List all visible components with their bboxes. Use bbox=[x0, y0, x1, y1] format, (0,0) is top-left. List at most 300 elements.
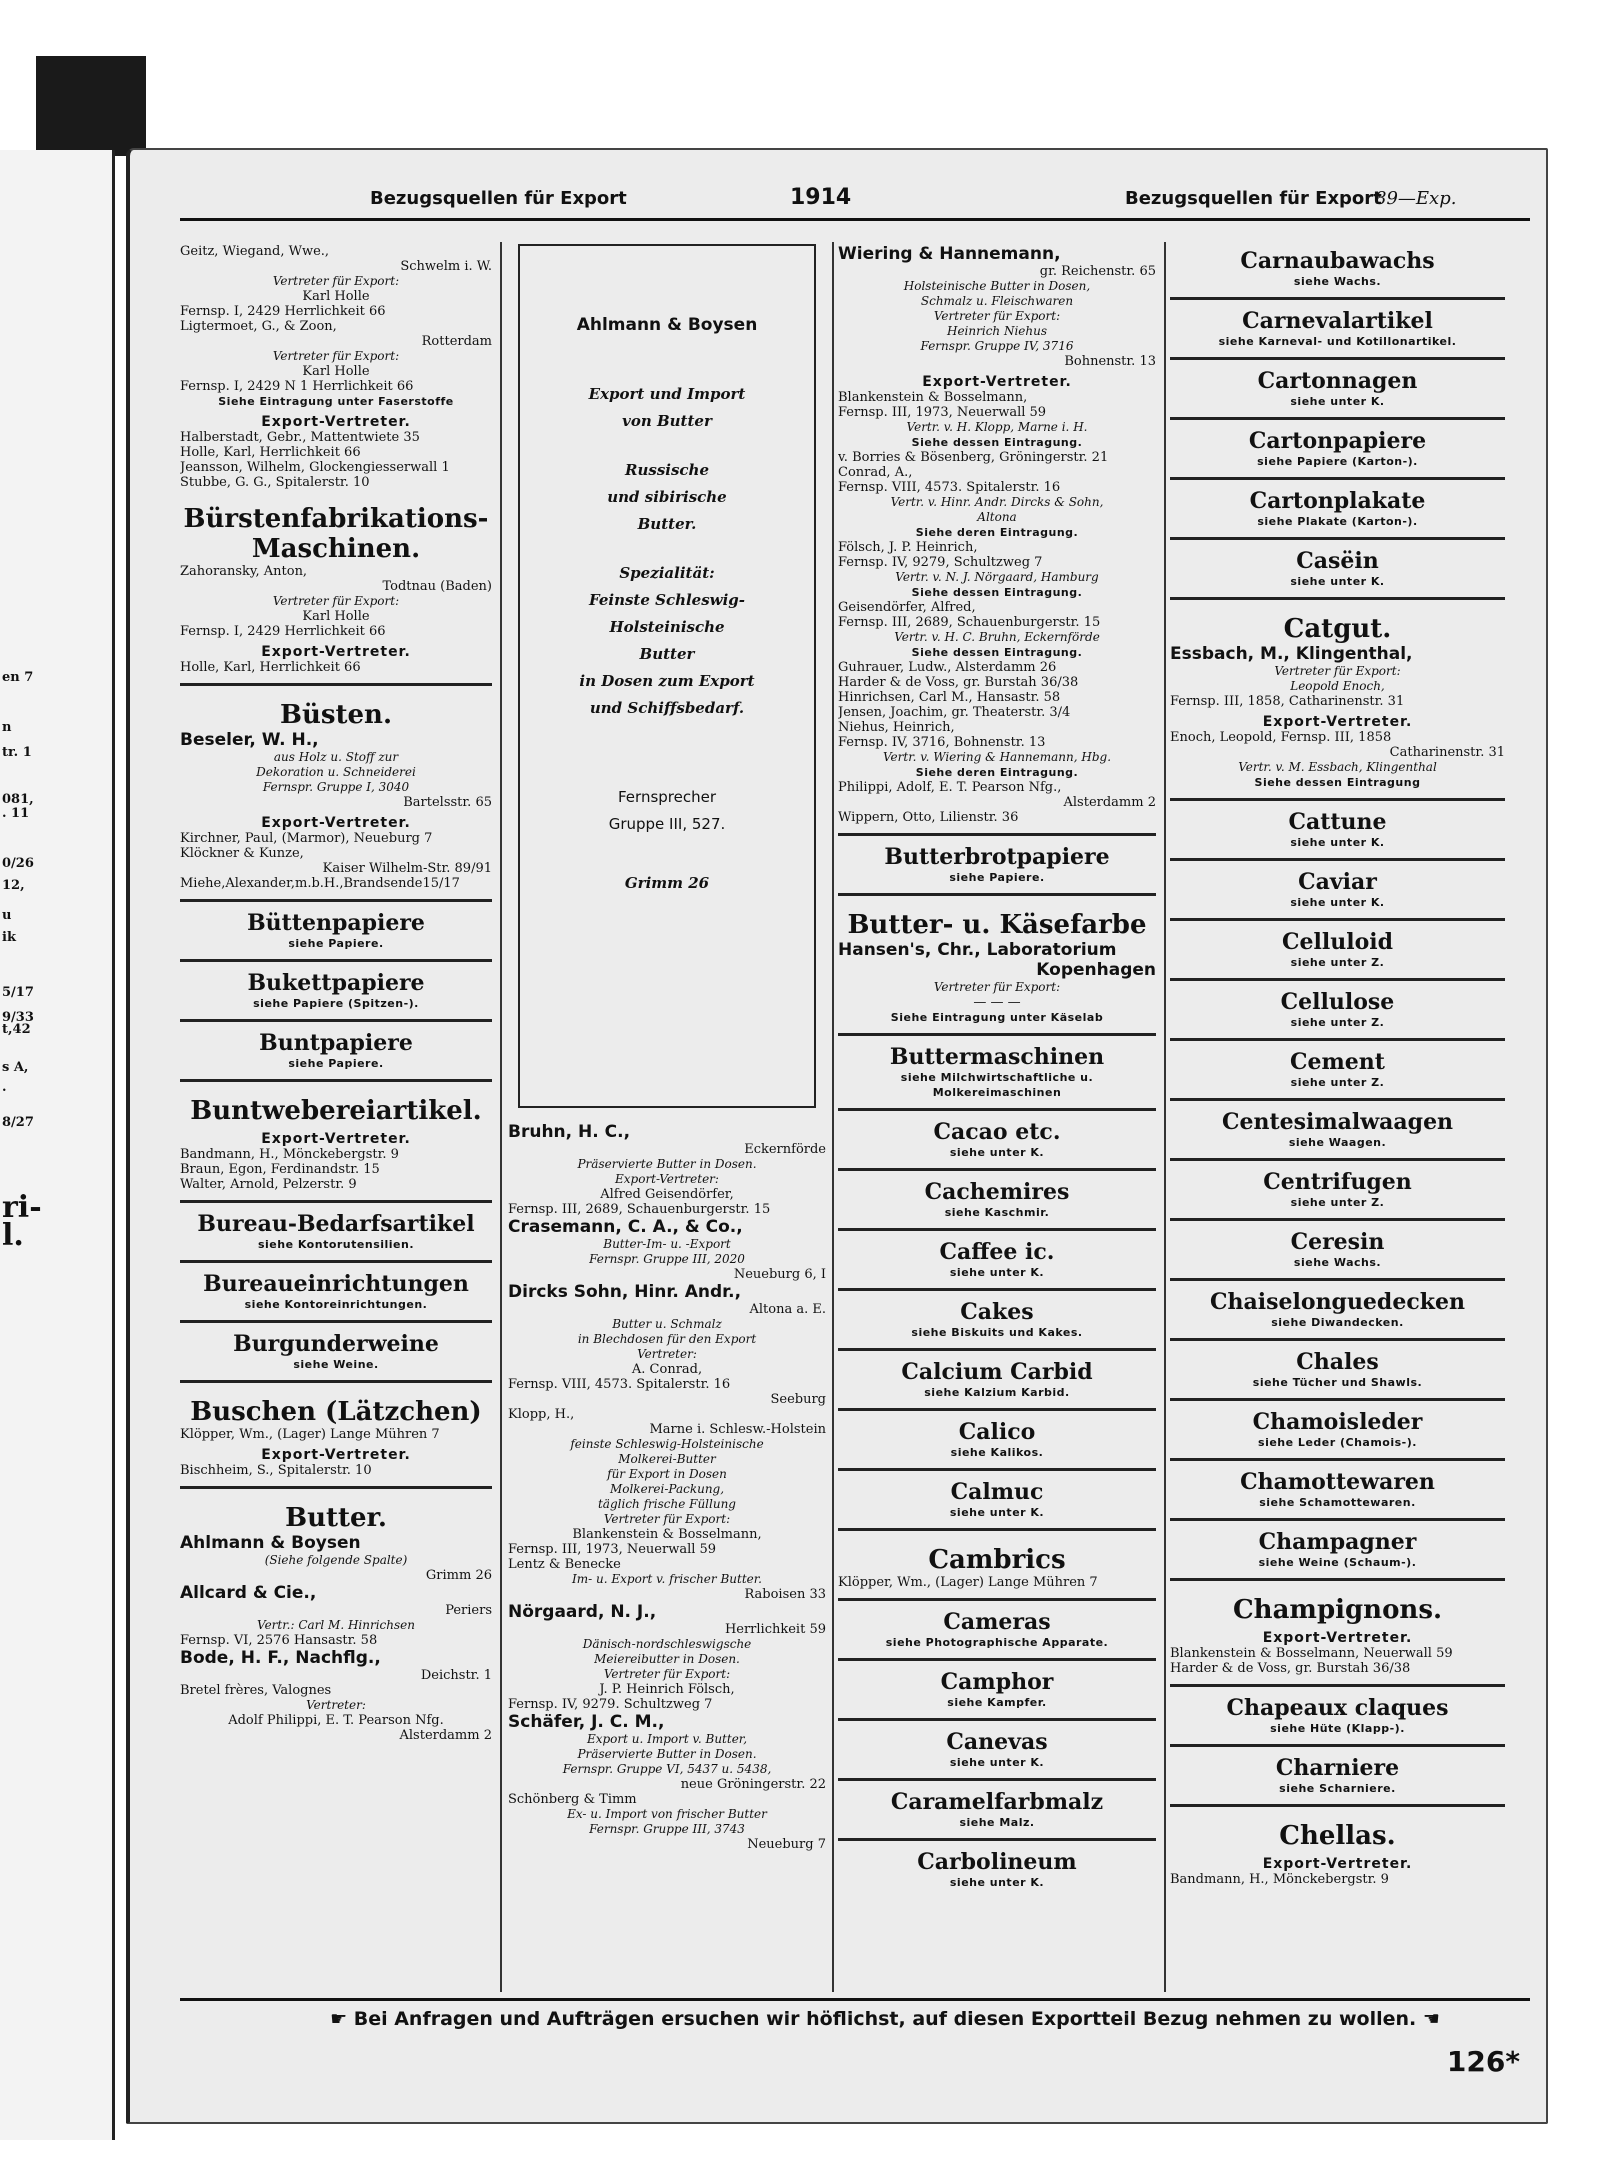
page-header bbox=[370, 185, 1548, 212]
entry-note: Export-Vertreter: bbox=[615, 1172, 719, 1186]
entry-line: Bandmann, H., Mönckebergstr. 9 bbox=[180, 1147, 399, 1162]
entry-line: Fernsp. I, 2429 Herrlichkeit 66 bbox=[180, 624, 386, 639]
advertisement-text: Butter bbox=[639, 645, 695, 663]
section-rule bbox=[1170, 1398, 1505, 1401]
footer-notice: ☛ Bei Anfragen und Aufträgen ersuchen wir höflichst, auf diesen Exportteil Bezug nehmen zu wollen. ☚ bbox=[330, 2008, 1440, 2030]
left-page-text: s A, bbox=[2, 1060, 29, 1075]
header-page: 89—Exp. bbox=[1375, 188, 1457, 209]
entry-line: Alfred Geisendörfer, bbox=[600, 1187, 734, 1202]
section-rule bbox=[838, 1288, 1156, 1291]
left-page-text: 12, bbox=[2, 878, 25, 893]
category-heading: Büsten. bbox=[279, 700, 393, 730]
entry-line: Fernsp. IV, 9279. Schultzweg 7 bbox=[508, 1697, 713, 1712]
category-heading: Buschen (Lätzchen) bbox=[190, 1397, 482, 1427]
cross-reference: siehe Schamottewaren. bbox=[1259, 1496, 1416, 1509]
entry-line: Klöpper, Wm., (Lager) Lange Mühren 7 bbox=[838, 1575, 1098, 1590]
category-heading: Cartonplakate bbox=[1249, 488, 1426, 514]
category-heading: Cattune bbox=[1288, 809, 1387, 835]
section-rule bbox=[1170, 1338, 1505, 1341]
entry-note: Vertr.: Carl M. Hinrichsen bbox=[257, 1618, 415, 1632]
entry-line: Fölsch, J. P. Heinrich, bbox=[838, 540, 978, 555]
column-divider bbox=[1164, 242, 1166, 1992]
cross-reference: siehe Kalikos. bbox=[950, 1446, 1044, 1459]
subsection-heading: Export-Vertreter. bbox=[261, 1132, 411, 1147]
firm-name: Allcard & Cie., bbox=[180, 1583, 317, 1603]
advertisement-text: Holsteinische bbox=[609, 618, 725, 636]
cross-reference: siehe unter K. bbox=[949, 1756, 1045, 1769]
left-page-text: 5/17 bbox=[2, 985, 34, 1000]
section-rule bbox=[180, 1380, 492, 1383]
category-heading: Centesimalwaagen bbox=[1221, 1109, 1454, 1135]
entry-address: Neueburg 7 bbox=[747, 1837, 826, 1852]
column-2 bbox=[508, 244, 826, 1852]
cross-reference: siehe unter K. bbox=[949, 1266, 1045, 1279]
left-page-text: 081, bbox=[2, 792, 34, 807]
entry-note: Fernspr. Gruppe VI, 5437 u. 5438, bbox=[562, 1762, 772, 1776]
section-rule bbox=[1170, 1578, 1505, 1581]
entry-line: Karl Holle bbox=[302, 609, 370, 624]
left-page-text: 8/27 bbox=[2, 1115, 34, 1130]
cross-reference: siehe unter Z. bbox=[1290, 1016, 1385, 1029]
cross-reference: siehe unter Z. bbox=[1290, 1196, 1385, 1209]
scan-black-edge bbox=[36, 56, 146, 156]
entry-line: — — — bbox=[973, 995, 1021, 1010]
category-heading: Chales bbox=[1296, 1349, 1379, 1375]
entry-line: Halberstadt, Gebr., Mattentwiete 35 bbox=[180, 430, 420, 445]
entry-line: Fernsp. III, 2689, Schauenburgerstr. 15 bbox=[838, 615, 1101, 630]
entry-line: Stubbe, G. G., Spitalerstr. 10 bbox=[180, 475, 370, 490]
left-page-text: 9/33 bbox=[2, 1010, 34, 1025]
section-rule bbox=[838, 1718, 1156, 1721]
entry-note: Vertr. v. M. Essbach, Klingenthal bbox=[1238, 760, 1437, 774]
entry-note: Fernspr. Gruppe IV, 3716 bbox=[920, 339, 1074, 353]
entry-line: Bischheim, S., Spitalerstr. 10 bbox=[180, 1463, 372, 1478]
subsection-heading: Export-Vertreter. bbox=[261, 415, 411, 430]
entry-line: Klopp, H., bbox=[508, 1407, 575, 1422]
cross-reference: siehe Papiere. bbox=[288, 937, 384, 950]
entry-address: Bohnenstr. 13 bbox=[1064, 354, 1156, 369]
section-rule bbox=[1170, 597, 1505, 600]
advertisement-text: Fernsprecher bbox=[618, 788, 716, 806]
cross-reference: Siehe Eintragung unter Faserstoffe bbox=[218, 395, 454, 408]
category-heading: Bureaueinrichtungen bbox=[203, 1271, 469, 1297]
left-page-text: ik bbox=[2, 930, 16, 945]
entry-note: Vertr. v. Wiering & Hannemann, Hbg. bbox=[882, 750, 1112, 764]
section-rule bbox=[838, 1778, 1156, 1781]
subsection-heading: Export-Vertreter. bbox=[1262, 1631, 1413, 1646]
entry-line: Zahoransky, Anton, bbox=[180, 564, 308, 579]
entry-note: Vertr. v. N. J. Nörgaard, Hamburg bbox=[895, 570, 1099, 584]
entry-note: Altona bbox=[977, 510, 1017, 524]
advertisement-box bbox=[518, 244, 816, 1108]
entry-line: Ligtermoet, G., & Zoon, bbox=[180, 319, 337, 334]
category-heading: Calico bbox=[958, 1419, 1036, 1445]
left-page-text: . bbox=[2, 1080, 7, 1095]
entry-line: Walter, Arnold, Pelzerstr. 9 bbox=[180, 1177, 357, 1192]
section-rule bbox=[1170, 537, 1505, 540]
entry-note: Dänisch-nordschleswigsche bbox=[582, 1637, 752, 1651]
cross-reference: siehe unter K. bbox=[1290, 836, 1385, 849]
section-rule bbox=[838, 1598, 1156, 1601]
category-heading: Champignons. bbox=[1232, 1595, 1443, 1625]
section-rule bbox=[1170, 798, 1505, 801]
cross-reference: siehe unter K. bbox=[949, 1876, 1045, 1889]
advertisement-text: und Schiffsbedarf. bbox=[589, 699, 745, 717]
left-page-text: t,42 bbox=[2, 1022, 31, 1037]
category-heading: Caviar bbox=[1298, 869, 1377, 895]
cross-reference: siehe unter Z. bbox=[1290, 956, 1385, 969]
cross-reference: siehe unter K. bbox=[1290, 896, 1385, 909]
entry-line: Jeansson, Wilhelm, Glockengiesserwall 1 bbox=[180, 460, 450, 475]
entry-line: v. Borries & Bösenberg, Gröningerstr. 21 bbox=[838, 450, 1109, 465]
advertisement-text: Export und Import bbox=[588, 385, 746, 403]
entry-note: Ex- u. Import von frischer Butter bbox=[567, 1807, 767, 1821]
subsection-heading: Export-Vertreter. bbox=[261, 645, 411, 660]
cross-reference: siehe Biskuits und Kakes. bbox=[911, 1326, 1083, 1339]
section-rule bbox=[838, 1528, 1156, 1531]
cross-reference: siehe Papiere (Karton-). bbox=[1257, 455, 1418, 468]
section-rule bbox=[1170, 1038, 1505, 1041]
entry-note: aus Holz u. Stoff zur bbox=[273, 750, 399, 764]
category-heading: Bureau-Bedarfsartikel bbox=[197, 1211, 475, 1237]
section-rule bbox=[180, 1079, 492, 1082]
advertisement-text: Grimm 26 bbox=[624, 874, 710, 892]
section-rule bbox=[1170, 1218, 1505, 1221]
category-heading: Buntpapiere bbox=[259, 1030, 413, 1056]
entry-line: Karl Holle bbox=[302, 289, 370, 304]
category-heading: Cacao etc. bbox=[933, 1119, 1061, 1145]
document-page bbox=[126, 148, 1548, 2124]
category-heading: Chaiselonguedecken bbox=[1210, 1289, 1465, 1315]
entry-line: Holle, Karl, Herrlichkeit 66 bbox=[180, 660, 361, 675]
entry-line: Wippern, Otto, Lilienstr. 36 bbox=[838, 810, 1019, 825]
entry-line: Fernsp. I, 2429 N 1 Herrlichkeit 66 bbox=[180, 379, 414, 394]
section-rule bbox=[838, 1468, 1156, 1471]
entry-note: Vertreter für Export: bbox=[272, 349, 400, 363]
subsection-heading: Export-Vertreter. bbox=[1262, 715, 1413, 730]
left-page-text: l. bbox=[2, 1218, 24, 1253]
entry-line: Fernsp. VIII, 4573. Spitalerstr. 16 bbox=[838, 480, 1061, 495]
entry-address: Eckernförde bbox=[744, 1142, 826, 1157]
entry-line: Niehus, Heinrich, bbox=[838, 720, 955, 735]
entry-address: Alsterdamm 2 bbox=[1063, 795, 1156, 810]
cross-reference: siehe unter Z. bbox=[1290, 1076, 1385, 1089]
section-rule bbox=[838, 1108, 1156, 1111]
column-3 bbox=[838, 244, 1156, 1890]
firm-name: Hansen's, Chr., Laboratorium bbox=[838, 940, 1117, 960]
entry-line: Adolf Philippi, E. T. Pearson Nfg. bbox=[228, 1713, 444, 1728]
entry-note: Molkerei-Butter bbox=[618, 1452, 716, 1466]
category-heading: Carnaubawachs bbox=[1240, 248, 1435, 274]
entry-note: (Siehe folgende Spalte) bbox=[264, 1553, 408, 1567]
category-heading: Burgunderweine bbox=[233, 1331, 439, 1357]
advertisement-text: Gruppe III, 527. bbox=[608, 815, 726, 833]
entry-line: Holle, Karl, Herrlichkeit 66 bbox=[180, 445, 361, 460]
subsection-heading: Export-Vertreter. bbox=[922, 375, 1072, 390]
entry-line: Fernsp. IV, 3716, Bohnenstr. 13 bbox=[838, 735, 1046, 750]
section-rule bbox=[1170, 357, 1505, 360]
entry-note: Fernspr. Gruppe III, 2020 bbox=[589, 1252, 745, 1266]
cross-reference: siehe Milchwirtschaftliche u. bbox=[900, 1071, 1094, 1084]
cross-reference: Siehe deren Eintragung. bbox=[915, 526, 1079, 539]
left-page-text: n bbox=[2, 720, 12, 735]
cross-reference: siehe Kontorutensilien. bbox=[257, 1238, 415, 1251]
column-2-entries bbox=[508, 1122, 826, 1852]
section-rule bbox=[180, 1260, 492, 1263]
entry-line: Fernsp. I, 2429 Herrlichkeit 66 bbox=[180, 304, 386, 319]
entry-line: Klöpper, Wm., (Lager) Lange Mühren 7 bbox=[180, 1427, 440, 1442]
section-rule bbox=[1170, 1518, 1505, 1521]
entry-line: Harder & de Voss, gr. Burstah 36/38 bbox=[838, 675, 1079, 690]
category-heading: Cartonnagen bbox=[1257, 368, 1418, 394]
entry-address: Alsterdamm 2 bbox=[399, 1728, 492, 1743]
entry-address: Deichstr. 1 bbox=[420, 1668, 492, 1683]
entry-note: Heinrich Niehus bbox=[946, 324, 1048, 338]
category-heading: Ceresin bbox=[1290, 1229, 1385, 1255]
category-heading: Canevas bbox=[946, 1729, 1048, 1755]
left-page-text: ri- bbox=[2, 1190, 42, 1225]
section-rule bbox=[1170, 297, 1505, 300]
entry-note: Molkerei-Packung, bbox=[609, 1482, 725, 1496]
entry-note: Präservierte Butter in Dosen. bbox=[577, 1157, 757, 1171]
left-page-text: . 11 bbox=[2, 806, 30, 821]
section-rule bbox=[180, 1200, 492, 1203]
cross-reference: siehe Scharniere. bbox=[1279, 1782, 1396, 1795]
firm-name: Wiering & Hannemann, bbox=[838, 244, 1061, 264]
entry-note: Im- u. Export v. frischer Butter. bbox=[572, 1572, 762, 1586]
entry-line: Bretel frères, Valognes bbox=[180, 1683, 332, 1698]
category-heading: Bürstenfabrikations- bbox=[183, 504, 489, 534]
entry-note: in Blechdosen für den Export bbox=[577, 1332, 757, 1346]
cross-reference: siehe unter K. bbox=[1290, 575, 1385, 588]
advertisement-text: von Butter bbox=[622, 412, 712, 430]
entry-address: Neueburg 6, I bbox=[733, 1267, 826, 1282]
firm-name: Bruhn, H. C., bbox=[508, 1122, 631, 1142]
cross-reference: siehe Photographische Apparate. bbox=[885, 1636, 1109, 1649]
category-heading: Cartonpapiere bbox=[1248, 428, 1427, 454]
category-heading: Butterbrotpapiere bbox=[884, 844, 1110, 870]
header-year: 1914 bbox=[790, 185, 852, 210]
entry-note: Leopold Enoch, bbox=[1290, 679, 1385, 693]
section-rule bbox=[838, 1838, 1156, 1841]
entry-line: J. P. Heinrich Fölsch, bbox=[599, 1682, 735, 1697]
entry-address: Grimm 26 bbox=[425, 1568, 492, 1583]
entry-line: Fernsp. VIII, 4573. Spitalerstr. 16 bbox=[508, 1377, 731, 1392]
cross-reference: Siehe dessen Eintragung bbox=[1254, 776, 1421, 789]
category-heading: Cement bbox=[1290, 1049, 1385, 1075]
entry-line: Philippi, Adolf, E. T. Pearson Nfg., bbox=[838, 780, 1062, 795]
cross-reference: siehe Weine (Schaum-). bbox=[1258, 1556, 1417, 1569]
cross-reference: Molkereimaschinen bbox=[932, 1086, 1062, 1099]
category-heading: Casëin bbox=[1296, 548, 1379, 574]
advertisement-text: Ahlmann & Boysen bbox=[576, 315, 758, 335]
category-heading: Carbolineum bbox=[917, 1849, 1077, 1875]
header-right: Bezugsquellen für Export bbox=[1125, 188, 1382, 209]
section-rule bbox=[1170, 1744, 1505, 1747]
left-page-text: en 7 bbox=[2, 670, 34, 685]
section-rule bbox=[838, 1408, 1156, 1411]
section-rule bbox=[1170, 1158, 1505, 1161]
cross-reference: Siehe dessen Eintragung. bbox=[911, 646, 1083, 659]
category-heading: Chellas. bbox=[1279, 1821, 1396, 1851]
entry-line: Fernsp. III, 1973, Neuerwall 59 bbox=[508, 1542, 717, 1557]
entry-note: Vertreter für Export: bbox=[1274, 664, 1401, 678]
entry-line: Geitz, Wiegand, Wwe., bbox=[180, 244, 330, 259]
entry-address: Raboisen 33 bbox=[744, 1587, 826, 1602]
cross-reference: siehe Kampfer. bbox=[947, 1696, 1047, 1709]
category-heading: Butter- u. Käsefarbe bbox=[847, 910, 1147, 940]
cross-reference: siehe unter K. bbox=[1290, 395, 1385, 408]
cross-reference: siehe Karneval- und Kotillonartikel. bbox=[1218, 335, 1457, 348]
category-heading: Butter. bbox=[285, 1503, 387, 1533]
entry-line: Klöckner & Kunze, bbox=[180, 846, 304, 861]
category-heading: Caramelfarbmalz bbox=[890, 1789, 1104, 1815]
left-page-text: 0/26 bbox=[2, 856, 34, 871]
entry-line: Jensen, Joachim, gr. Theaterstr. 3/4 bbox=[838, 705, 1071, 720]
entry-note: Butter-Im- u. -Export bbox=[603, 1237, 731, 1251]
header-rule bbox=[180, 218, 1530, 221]
section-rule bbox=[1170, 918, 1505, 921]
section-rule bbox=[1170, 1098, 1505, 1101]
firm-name: Schäfer, J. C. M., bbox=[508, 1712, 665, 1732]
entry-note: Vertreter für Export: bbox=[933, 309, 1061, 323]
entry-note: Butter u. Schmalz bbox=[612, 1317, 722, 1331]
entry-address: Seeburg bbox=[770, 1392, 826, 1407]
category-heading: Charniere bbox=[1275, 1755, 1400, 1781]
cross-reference: siehe Malz. bbox=[959, 1816, 1035, 1829]
left-page-text: tr. 1 bbox=[2, 745, 32, 760]
cross-reference: Siehe dessen Eintragung. bbox=[911, 586, 1083, 599]
section-rule bbox=[1170, 417, 1505, 420]
footer-rule bbox=[180, 1998, 1530, 2001]
category-heading: Maschinen. bbox=[251, 534, 421, 564]
entry-line: Hinrichsen, Carl M., Hansastr. 58 bbox=[838, 690, 1061, 705]
category-heading: Carnevalartikel bbox=[1242, 308, 1433, 334]
entry-note: für Export in Dosen bbox=[607, 1467, 727, 1481]
header-left: Bezugsquellen für Export bbox=[370, 188, 627, 209]
category-heading: Chamoisleder bbox=[1252, 1409, 1423, 1435]
entry-line: Guhrauer, Ludw., Alsterdamm 26 bbox=[838, 660, 1057, 675]
firm-name: Nörgaard, N. J., bbox=[508, 1602, 657, 1622]
entry-line: Miehe,Alexander,m.b.H.,Brandsende15/17 bbox=[180, 876, 460, 891]
category-heading: Celluloid bbox=[1282, 929, 1393, 955]
category-heading: Caffee ic. bbox=[939, 1239, 1055, 1265]
cross-reference: siehe Plakate (Karton-). bbox=[1257, 515, 1418, 528]
category-heading: Buntwebereiartikel. bbox=[190, 1096, 482, 1126]
entry-line: Blankenstein & Bosselmann, bbox=[572, 1527, 762, 1542]
cross-reference: Siehe deren Eintragung. bbox=[915, 766, 1079, 779]
cross-reference: siehe Wachs. bbox=[1293, 275, 1382, 288]
entry-address: Bartelsstr. 65 bbox=[403, 795, 492, 810]
cross-reference: Siehe Eintragung unter Käselab bbox=[890, 1011, 1104, 1024]
category-heading: Cambrics bbox=[928, 1545, 1066, 1575]
entry-note: Vertr. v. Hinr. Andr. Dircks & Sohn, bbox=[890, 495, 1104, 509]
cross-reference: siehe Papiere (Spitzen-). bbox=[253, 997, 419, 1010]
advertisement-text: Russische bbox=[625, 461, 709, 479]
entry-note: feinste Schleswig-Holsteinische bbox=[570, 1437, 764, 1451]
column-1 bbox=[180, 244, 492, 1743]
cross-reference: siehe Wachs. bbox=[1293, 1256, 1382, 1269]
firm-name: Essbach, M., Klingenthal, bbox=[1170, 644, 1413, 664]
column-divider bbox=[500, 242, 502, 1992]
entry-line: Enoch, Leopold, Fernsp. III, 1858 bbox=[1170, 730, 1392, 745]
entry-line: Bandmann, H., Mönckebergstr. 9 bbox=[1170, 1872, 1389, 1887]
cross-reference: siehe Papiere. bbox=[288, 1057, 384, 1070]
entry-line: Braun, Egon, Ferdinandstr. 15 bbox=[180, 1162, 380, 1177]
advertisement-text: in Dosen zum Export bbox=[579, 672, 755, 690]
entry-address: Herrlichkeit 59 bbox=[724, 1622, 826, 1637]
entry-line: Conrad, A., bbox=[838, 465, 913, 480]
left-page-fragment bbox=[0, 150, 115, 2140]
entry-address: Schwelm i. W. bbox=[400, 259, 492, 274]
entry-note: Vertreter für Export: bbox=[933, 980, 1061, 994]
category-heading: Chamottewaren bbox=[1240, 1469, 1435, 1495]
entry-line: Fernsp. IV, 9279, Schultzweg 7 bbox=[838, 555, 1043, 570]
entry-note: Vertreter für Export: bbox=[603, 1512, 731, 1526]
advertisement-text: Spezialität: bbox=[619, 564, 715, 582]
entry-note: Meiereibutter in Dosen. bbox=[594, 1652, 740, 1666]
section-rule bbox=[1170, 858, 1505, 861]
subsection-heading: Export-Vertreter. bbox=[261, 816, 411, 831]
firm-name: Crasemann, C. A., & Co., bbox=[508, 1217, 743, 1237]
entry-note: Vertr. v. H. Klopp, Marne i. H. bbox=[906, 420, 1088, 434]
entry-note: Holsteinische Butter in Dosen, bbox=[903, 279, 1091, 293]
entry-line: Blankenstein & Bosselmann, Neuerwall 59 bbox=[1170, 1646, 1453, 1661]
entry-address: Kaiser Wilhelm-Str. 89/91 bbox=[322, 861, 492, 876]
entry-line: Karl Holle bbox=[302, 364, 370, 379]
entry-line: Fernsp. VI, 2576 Hansastr. 58 bbox=[180, 1633, 378, 1648]
entry-line: Lentz & Benecke bbox=[508, 1557, 621, 1572]
category-heading: Büttenpapiere bbox=[247, 910, 425, 936]
cross-reference: siehe Kontoreinrichtungen. bbox=[244, 1298, 428, 1311]
category-heading: Camphor bbox=[940, 1669, 1054, 1695]
section-rule bbox=[838, 1348, 1156, 1351]
section-rule bbox=[1170, 1804, 1505, 1807]
entry-note: Vertreter: bbox=[637, 1347, 697, 1361]
category-heading: Calcium Carbid bbox=[901, 1359, 1093, 1385]
entry-note: Fernspr. Gruppe III, 3743 bbox=[589, 1822, 745, 1836]
cross-reference: siehe unter K. bbox=[949, 1506, 1045, 1519]
section-rule bbox=[180, 959, 492, 962]
cross-reference: siehe Tücher und Shawls. bbox=[1252, 1376, 1423, 1389]
firm-name: Ahlmann & Boysen bbox=[180, 1533, 361, 1553]
section-rule bbox=[838, 833, 1156, 836]
entry-note: Dekoration u. Schneiderei bbox=[256, 765, 416, 779]
section-rule bbox=[838, 1033, 1156, 1036]
column-divider bbox=[832, 242, 834, 1992]
section-rule bbox=[1170, 477, 1505, 480]
subsection-heading: Export-Vertreter. bbox=[1262, 1857, 1413, 1872]
section-rule bbox=[180, 683, 492, 686]
section-rule bbox=[1170, 1278, 1505, 1281]
category-heading: Cellulose bbox=[1280, 989, 1395, 1015]
firm-location: Kopenhagen bbox=[1036, 960, 1156, 980]
cross-reference: siehe Waagen. bbox=[1288, 1136, 1387, 1149]
entry-note: Schmalz u. Fleischwaren bbox=[920, 294, 1074, 308]
firm-name: Beseler, W. H., bbox=[180, 730, 319, 750]
section-rule bbox=[1170, 1684, 1505, 1687]
entry-line: Geisendörfer, Alfred, bbox=[838, 600, 976, 615]
cross-reference: siehe Weine. bbox=[293, 1358, 379, 1371]
entry-line: Schönberg & Timm bbox=[508, 1792, 637, 1807]
section-rule bbox=[838, 1658, 1156, 1661]
entry-note: Export u. Import v. Butter, bbox=[586, 1732, 748, 1746]
cross-reference: siehe Kaschmir. bbox=[944, 1206, 1050, 1219]
entry-address: Marne i. Schlesw.-Holstein bbox=[649, 1422, 826, 1437]
left-page-text: u bbox=[2, 908, 12, 923]
entry-address: Periers bbox=[445, 1603, 492, 1618]
entry-note: Vertr. v. H. C. Bruhn, Eckernförde bbox=[894, 630, 1100, 644]
